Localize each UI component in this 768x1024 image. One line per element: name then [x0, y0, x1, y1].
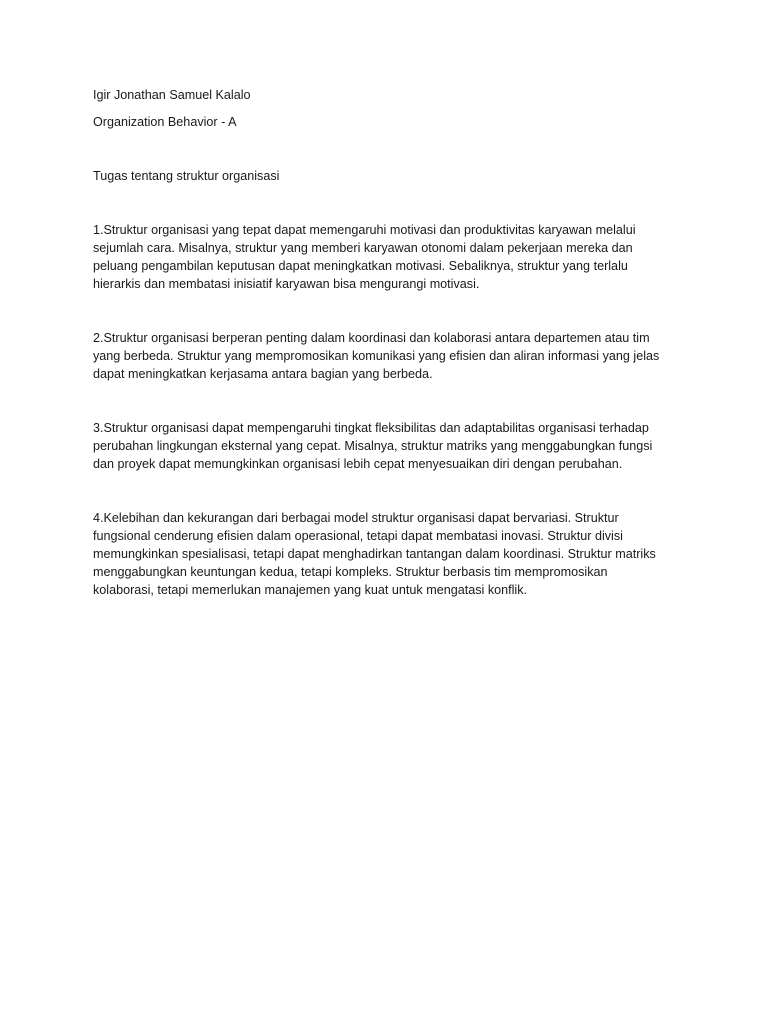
paragraph-line: hierarkis dan membatasi inisiatif karyawan bisa mengurangi motivasi.: [93, 277, 480, 291]
document-title: Tugas tentang struktur organisasi: [93, 169, 280, 183]
paragraph-line: 1.Struktur organisasi yang tepat dapat memengaruhi motivasi dan produktivitas karyawan melalui: [93, 223, 636, 237]
paragraph-line: dapat meningkatkan kerjasama antara bagian yang berbeda.: [93, 367, 433, 381]
paragraph-line: 2.Struktur organisasi berperan penting dalam koordinasi dan kolaborasi antara departemen atau tim: [93, 331, 650, 345]
paragraph-line: peluang pengambilan keputusan dapat meningkatkan motivasi. Sebaliknya, struktur yang terlalu: [93, 259, 628, 273]
paragraph-line: menggabungkan keuntungan kedua, tetapi kompleks. Struktur berbasis tim mempromosikan: [93, 565, 608, 579]
document-body: [93, 86, 683, 635]
paragraph-line: yang berbeda. Struktur yang mempromosikan komunikasi yang efisien dan aliran informasi yang jelas: [93, 349, 660, 363]
paragraph-1: [93, 221, 683, 293]
paragraph-line: 4.Kelebihan dan kekurangan dari berbagai model struktur organisasi dapat bervariasi. Struktur: [93, 511, 619, 525]
paragraph-2: [93, 329, 683, 383]
paragraph-line: kolaborasi, tetapi memerlukan manajemen yang kuat untuk mengatasi konflik.: [93, 583, 528, 597]
paragraph-line: memungkinkan spesialisasi, tetapi dapat menghadirkan tantangan dalam koordinasi. Struktur matriks: [93, 547, 656, 561]
course-name: Organization Behavior - A: [93, 115, 237, 129]
paragraph-line: perubahan lingkungan eksternal yang cepat. Misalnya, struktur matriks yang menggabungkan fungsi: [93, 439, 653, 453]
paragraph-3: [93, 419, 683, 473]
paragraph-4: [93, 509, 683, 599]
paragraph-line: 3.Struktur organisasi dapat mempengaruhi tingkat fleksibilitas dan adaptabilitas organisasi terhadap: [93, 421, 649, 435]
author-name: Igir Jonathan Samuel Kalalo: [93, 88, 251, 102]
paragraph-line: sejumlah cara. Misalnya, struktur yang memberi karyawan otonomi dalam pekerjaan mereka dan: [93, 241, 633, 255]
paragraph-line: dan proyek dapat memungkinkan organisasi lebih cepat menyesuaikan diri dengan perubahan.: [93, 457, 623, 471]
paragraph-line: fungsional cenderung efisien dalam operasional, tetapi dapat membatasi inovasi. Struktur divisi: [93, 529, 623, 543]
